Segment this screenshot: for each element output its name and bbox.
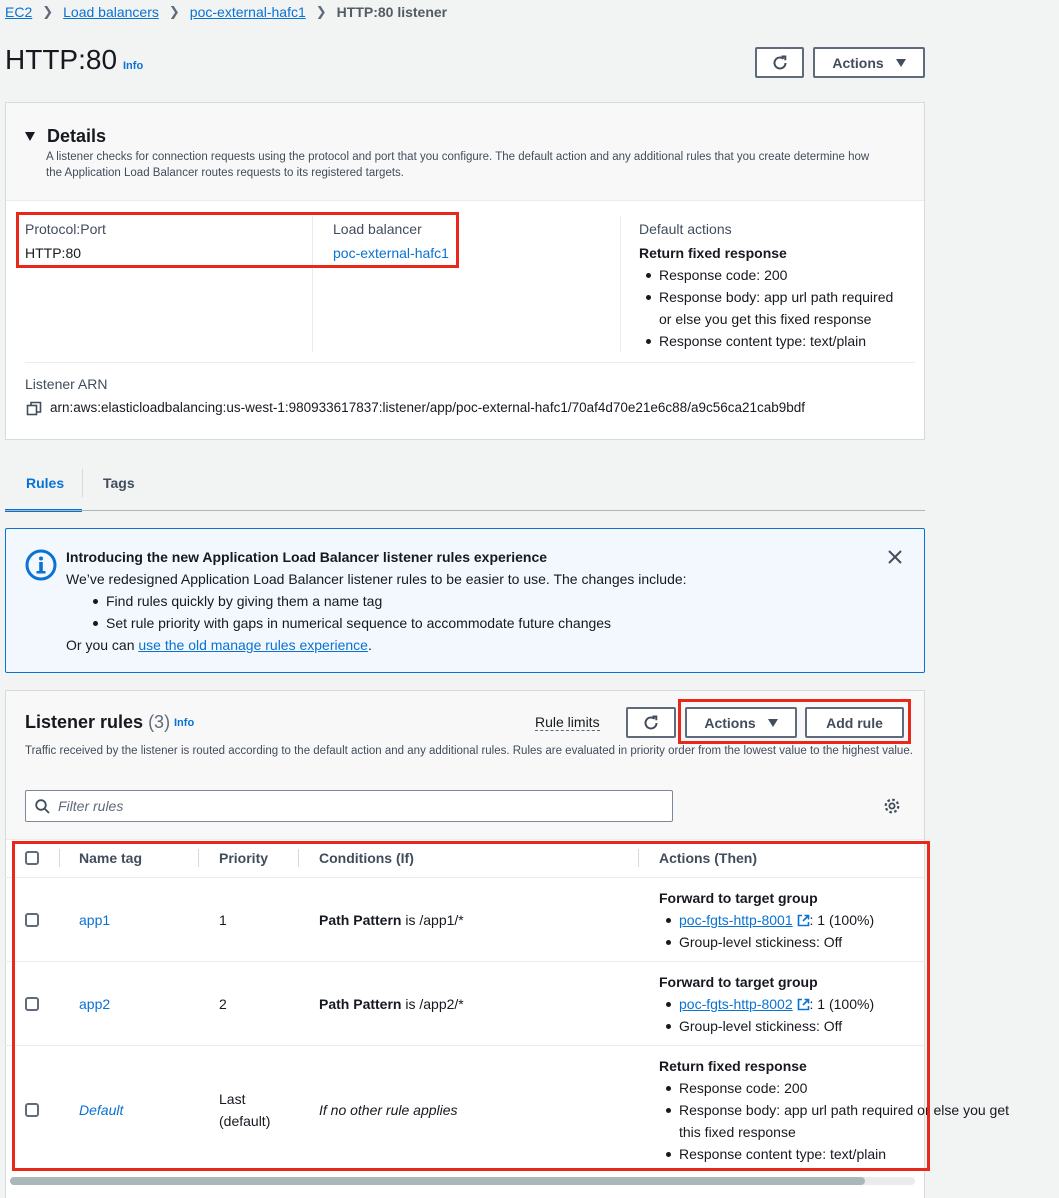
breadcrumb-load-balancer[interactable]: poc-external-hafc1: [189, 4, 306, 20]
list-item-continuation: this fixed response: [679, 1124, 796, 1140]
filter-rules-input[interactable]: [58, 791, 658, 821]
tab-tags[interactable]: Tags: [103, 475, 135, 491]
list-item: Response code: 200: [639, 264, 909, 286]
condition-type: Path Pattern: [319, 912, 402, 928]
external-link-icon[interactable]: [797, 998, 810, 1011]
list-item: Response content type: text/plain: [659, 1143, 1059, 1165]
rule-condition: [319, 996, 464, 1012]
rule-name-link[interactable]: app1: [79, 912, 111, 928]
flash-footer-suffix: .: [367, 637, 372, 653]
flash-footer: [66, 637, 372, 653]
default-actions-label: Default actions: [639, 221, 732, 237]
tabs-underline: [5, 510, 925, 511]
rule-priority-line2: (default): [219, 1113, 271, 1129]
divider: [25, 362, 915, 363]
rule-priority-line1: Last: [219, 1091, 246, 1107]
caret-down-icon: [768, 719, 778, 727]
divider: [6, 200, 924, 201]
refresh-icon: [771, 54, 789, 72]
row-checkbox[interactable]: [25, 997, 39, 1011]
close-icon[interactable]: [887, 549, 903, 565]
rule-condition: [319, 912, 464, 928]
breadcrumb-current: HTTP:80 listener: [336, 4, 448, 20]
breadcrumb-ec2[interactable]: EC2: [5, 4, 33, 20]
condition-value: is /app2/*: [401, 996, 464, 1012]
column-header-conditions[interactable]: Conditions (If): [319, 850, 414, 866]
column-divider: [638, 849, 639, 867]
title-info-link[interactable]: Info: [123, 60, 144, 72]
rule-name-link[interactable]: Default: [79, 1102, 124, 1118]
rule-limits-link[interactable]: Rule limits: [535, 714, 600, 730]
actions-label: Actions: [704, 714, 756, 731]
divider: [5, 1045, 925, 1046]
condition-type: Path Pattern: [319, 996, 402, 1012]
list-item: Response code: 200: [659, 1077, 1059, 1099]
arn-label: Listener ARN: [25, 376, 108, 392]
rule-action-list-clip: [659, 1077, 1009, 1167]
column-divider: [298, 849, 299, 867]
actions-label: Actions: [832, 54, 884, 71]
row-checkbox[interactable]: [25, 1103, 39, 1117]
target-group-link[interactable]: poc-fgts-http-8001: [679, 912, 793, 928]
column-divider: [59, 849, 60, 867]
list-item: Group-level stickiness: Off: [659, 931, 939, 953]
chevron-right-icon: ❯: [42, 4, 54, 19]
caret-down-icon: [25, 132, 35, 141]
load-balancer-link[interactable]: poc-external-hafc1: [333, 245, 449, 261]
breadcrumb-load-balancers[interactable]: Load balancers: [63, 4, 159, 20]
column-divider: [620, 216, 621, 352]
rule-action-list: [659, 993, 939, 1037]
refresh-button[interactable]: [755, 47, 804, 78]
filter-rules-field[interactable]: [25, 790, 673, 822]
old-experience-link[interactable]: use the old manage rules experience: [138, 637, 368, 653]
refresh-icon: [642, 714, 660, 732]
protocol-port-label: Protocol:Port: [25, 221, 106, 237]
flash-footer-prefix: Or you can: [66, 637, 139, 653]
header-actions-button[interactable]: [813, 47, 925, 78]
rules-actions-button[interactable]: [685, 707, 797, 738]
rules-count: (3): [148, 712, 171, 732]
protocol-port-value: HTTP:80: [25, 245, 82, 261]
search-icon: [35, 799, 50, 814]
rule-action-title: Return fixed response: [659, 1058, 807, 1074]
rule-condition: If no other rule applies: [319, 1102, 458, 1118]
rule-priority: 2: [219, 996, 227, 1012]
rule-action-title: Forward to target group: [659, 974, 818, 990]
rules-refresh-button[interactable]: [626, 707, 676, 738]
row-checkbox[interactable]: [25, 913, 39, 927]
column-header-actions[interactable]: Actions (Then): [659, 850, 757, 866]
rule-action-list: [659, 1077, 1059, 1165]
select-all-checkbox[interactable]: [25, 851, 39, 865]
flash-title: Introducing the new Application Load Balancer listener rules experience: [66, 549, 548, 565]
default-actions-title: Return fixed response: [639, 245, 787, 261]
caret-down-icon: [896, 59, 906, 67]
divider: [5, 961, 925, 962]
target-weight: : 1 (100%): [809, 912, 875, 928]
chevron-right-icon: ❯: [168, 4, 180, 19]
rules-info-link[interactable]: Info: [174, 717, 195, 729]
details-description: A listener checks for connection requests using the protocol and port that you configure. The default action and any additional rules that you create determine how the Application Load Balancer routes requests to its registered targets.: [46, 151, 870, 179]
list-item: [659, 909, 939, 931]
column-header-name-tag[interactable]: Name tag: [79, 850, 143, 866]
rule-action-list: [659, 909, 939, 953]
tab-divider: [82, 469, 83, 497]
rules-description: Traffic received by the listener is routed according to the default action and any additional rules. Rules are evaluated in priority order from the lowest value to the highest value.: [25, 745, 913, 757]
list-item: Set rule priority with gaps in numerical sequence to accommodate future changes: [86, 612, 611, 634]
tab-rules[interactable]: Rules: [26, 475, 65, 491]
page-title: HTTP:80: [5, 44, 118, 75]
listener-rules-title: Listener rules: [25, 712, 144, 732]
default-actions-list: [639, 264, 909, 352]
arn-value: arn:aws:elasticloadbalancing:us-west-1:980933617837:listener/app/poc-external-hafc1/70af4d70e21e6c88/a9c56ca21cab9bdf: [50, 400, 806, 415]
rule-action-title: Forward to target group: [659, 890, 818, 906]
info-circle-icon: [24, 548, 58, 582]
rule-priority: 1: [219, 912, 227, 928]
horizontal-scrollbar-thumb[interactable]: [10, 1177, 865, 1185]
condition-value: is /app1/*: [401, 912, 464, 928]
list-item: Response body: app url path required or else you get this fixed response: [639, 286, 909, 330]
column-header-priority[interactable]: Priority: [219, 850, 269, 866]
load-balancer-label: Load balancer: [333, 221, 422, 237]
column-divider: [198, 849, 199, 867]
gear-icon[interactable]: [883, 797, 901, 815]
copy-icon[interactable]: [26, 401, 42, 417]
external-link-icon[interactable]: [797, 914, 810, 927]
divider: [5, 877, 925, 878]
breadcrumb: [5, 4, 447, 20]
list-item: Find rules quickly by giving them a name tag: [86, 590, 611, 612]
details-heading: Details: [47, 126, 107, 146]
tabs: [5, 465, 925, 511]
column-divider: [312, 216, 313, 352]
details-toggle[interactable]: [25, 126, 106, 147]
chevron-right-icon: ❯: [315, 4, 327, 19]
flash-intro: We’ve redesigned Application Load Balancer listener rules to be easier to use. The changes include:: [66, 571, 687, 587]
target-group-link[interactable]: poc-fgts-http-8002: [679, 996, 793, 1012]
listener-rules-heading: [25, 712, 170, 733]
rule-name-link[interactable]: app2: [79, 996, 111, 1012]
list-item: Response body: app url path required or else you get: [659, 1099, 1059, 1121]
flash-list: [86, 590, 611, 634]
list-item: Group-level stickiness: Off: [659, 1015, 939, 1037]
target-weight: : 1 (100%): [809, 996, 875, 1012]
list-item: [659, 993, 939, 1015]
divider: [6, 839, 924, 840]
list-item: Response content type: text/plain: [639, 330, 909, 352]
add-rule-button[interactable]: Add rule: [805, 707, 904, 738]
